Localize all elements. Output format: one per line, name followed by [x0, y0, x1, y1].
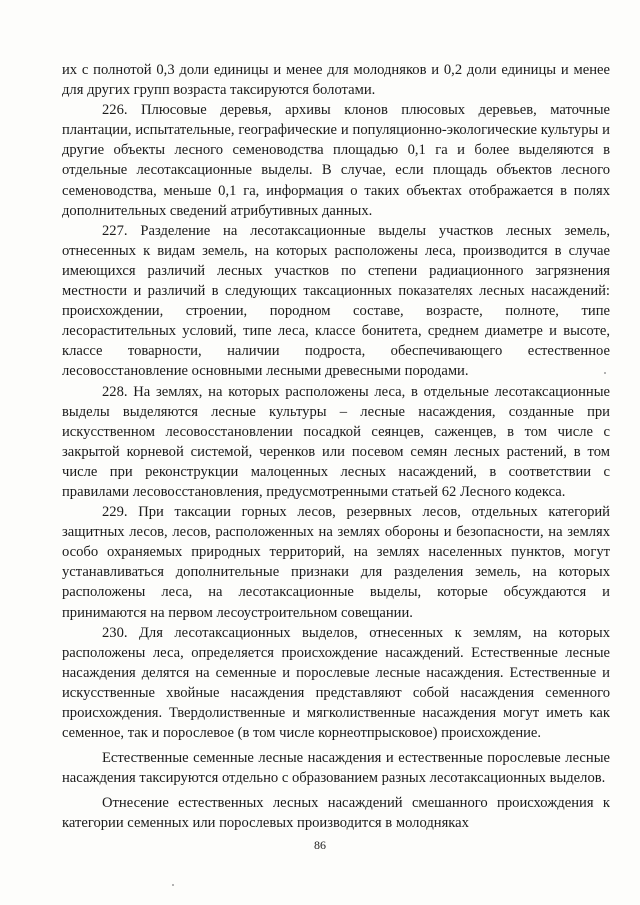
- paragraph-229: 229. При таксации горных лесов, резервных лесов, отдельных категорий защитных лесов, лесов, расположенных на землях обороны и безопасности, на землях особо охраняемых природных территорий, на землях населенных пунктов, могут устанавливаться дополнительные признаки для разделения земель, на которых расположены леса, на лесотаксационные выделы, которые обсуждаются и принимаются на первом лесоустроительном совещании.: [62, 504, 610, 621]
- paragraph-mixed-origin: Отнесение естественных лесных насаждений смешанного происхождения к категории семенных или порослевых производится в молодняках: [62, 795, 610, 832]
- scan-speck: [172, 884, 174, 886]
- paragraph-continuation: их с полнотой 0,3 доли единицы и менее для молодняков и 0,2 доли единицы и менее для других групп возраста таксируются болотами.: [62, 62, 610, 99]
- paragraph-226: 226. Плюсовые деревья, архивы клонов плюсовых деревьев, маточные плантации, испытательные, географические и популяционно-экологические культуры и другие объекты лесного семеноводства площадью 0,1 га и более выделяются в отдельные лесотаксационные выделы. В случае, если площадь объектов лесного семеноводства, меньше 0,1 га, информация о таких объектах отображается в полях дополнительных сведений атрибутивных данных.: [62, 102, 610, 219]
- page-number: 86: [314, 838, 326, 852]
- paragraph-228: 228. На землях, на которых расположены леса, в отдельные лесотаксационные выделы выделяются лесные культуры – лесные насаждения, созданные при искусственном лесовосстановлении посадкой сеянцев, саженцев, в том числе с закрытой корневой системой, черенков или посевом семян лесных растений, в том числе при реконструкции малоценных лесных насаждений, в соответствии с правилами лесовосстановления, предусмотренными статьей 62 Лесного кодекса.: [62, 383, 610, 500]
- scan-speck: [604, 372, 606, 374]
- paragraph-227: 227. Разделение на лесотаксационные выделы участков лесных земель, отнесенных к видам земель, на которых расположены леса, производится в случае имеющихся различий лесных участков по степени радиационного загрязнения местности и различий в следующих таксационных показателях лесных насаждений: происхождении, строении, породном составе, возрасте, полноте, типе лесорастительных условий, типе леса, классе бонитета, среднем диаметре и высоте, классе товарности, наличии подроста, обеспечивающего естественное лесовосстановление основными лесными древесными породами.: [62, 222, 610, 380]
- paragraph-natural-plantings: Естественные семенные лесные насаждения и естественные порослевые лесные насаждения таксируются отдельно с образованием разных лесотаксационных выделов.: [62, 750, 610, 787]
- document-body: [62, 60, 610, 834]
- paragraph-230: 230. Для лесотаксационных выделов, отнесенных к землям, на которых расположены леса, определяется происхождение насаждений. Естественные лесные насаждения делятся на семенные и порослевые лесные насаждения. Естественные и искусственные хвойные насаждения представляют собой насаждения семенного происхождения. Твердолиственные и мягколиственные насаждения могут иметь как семенное, так и порослевое (в том числе корнеотпрысковое) происхождение.: [62, 624, 610, 742]
